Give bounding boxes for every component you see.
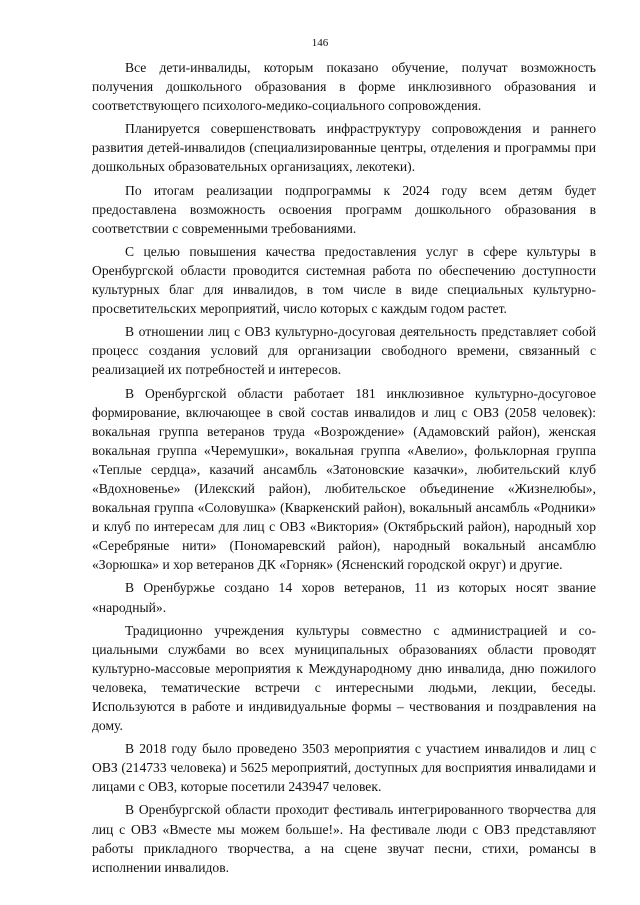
paragraph-early-development-infrastructure: Планируется совершенствовать инфраструктуру сопровождения и раннего развития детей-инвалидов (специализированные центры, отделения и программы при дошкольных образовательных организациях, лекотеки). (92, 121, 596, 175)
paragraph-veteran-choirs: В Оренбуржье создано 14 хоров ветеранов, 11 из которых носят звание «народный». (92, 580, 596, 615)
paragraph-leisure-activity: В отношении лиц с ОВЗ культурно-досуговая деятельность представляет собой процесс создания условий для организации свободного времени, связанный с реализацией их потребностей и интересов. (92, 324, 596, 378)
paragraph-preschool-inclusion: Все дети-инвалиды, которым показано обучение, получат возможность получения дошкольного образования в форме инклюзивного образования и соответствующего психолого-медико-социального сопровождения. (92, 60, 596, 114)
paragraph-2024-results: По итогам реализации подпрограммы к 2024 году всем детям будет предоставлена возможность освоения программ дошкольного образования в соответствии с современными требованиями. (92, 182, 596, 236)
page-number: 146 (311, 37, 329, 49)
paragraph-culture-accessibility: С целью повышения качества предоставления услуг в сфере культуры в Оренбургской области проводится системная работа по обеспечению доступности культурных благ для инвалидов, в том числе в виде специальных культурно-просветительских мероприятий, число которых с каждым годом растет. (92, 243, 596, 317)
document-body (92, 58, 596, 881)
paragraph-festival: В Оренбургской области проходит фестиваль интегрированного творчества для лиц с ОВЗ «Вместе мы можем больше!». На фестивале люди с ОВЗ представляют работы прикладного творчества, а на сцене звучат песни, стихи, романсы в исполнении инвалидов. (92, 802, 596, 875)
paragraph-2018-statistics: В 2018 году было проведено 3503 мероприятия с участием инвалидов и лиц с ОВЗ (214733 человека) и 5625 мероприятий, доступных для восприятия инвалидами и лицами с ОВЗ, которые посетили 243947 человек. (92, 741, 596, 795)
paragraph-inclusive-formations: В Оренбургской области работает 181 инклюзивное культурно-досуговое формирование, включающее в свой состав инвалидов и лиц с ОВЗ (2058 человек): вокальная группа ветеранов труда «Возрождение» (Адамовский район), женская вокальная группа «Черемушки», вокальная группа «Авелио», фольклорная группа «Теплые сердца», казачий ансамбль «Затоновские казачки», любительский клуб «Вдохновенье» (Илекский район), любительское объединение «Жизнелюбы», вокальная группа «Соловушка» (Кваркенский район), вокальный ансамбль «Родники» и клуб по интересам для лиц с ОВЗ «Виктория» (Октябрьский район), народный хор «Серебряные нити» (Пономаревский район), народный вокальный ансамблю «Зорюшка» и хор ветеранов ДК «Горняк» (Ясненский городской округ) и другие. (92, 385, 596, 573)
paragraph-traditional-events: Традиционно учреждения культуры совместно с администрацией и социальными службами во всех муниципальных образованиях области проводят культурно-массовые мероприятия к Международному дню инвалида, дню пожилого человека, тематические встречи с интересными людьми, лекции, беседы. Используются в работе и индивидуальные формы – чествования и поздравления на дому. (92, 622, 596, 734)
